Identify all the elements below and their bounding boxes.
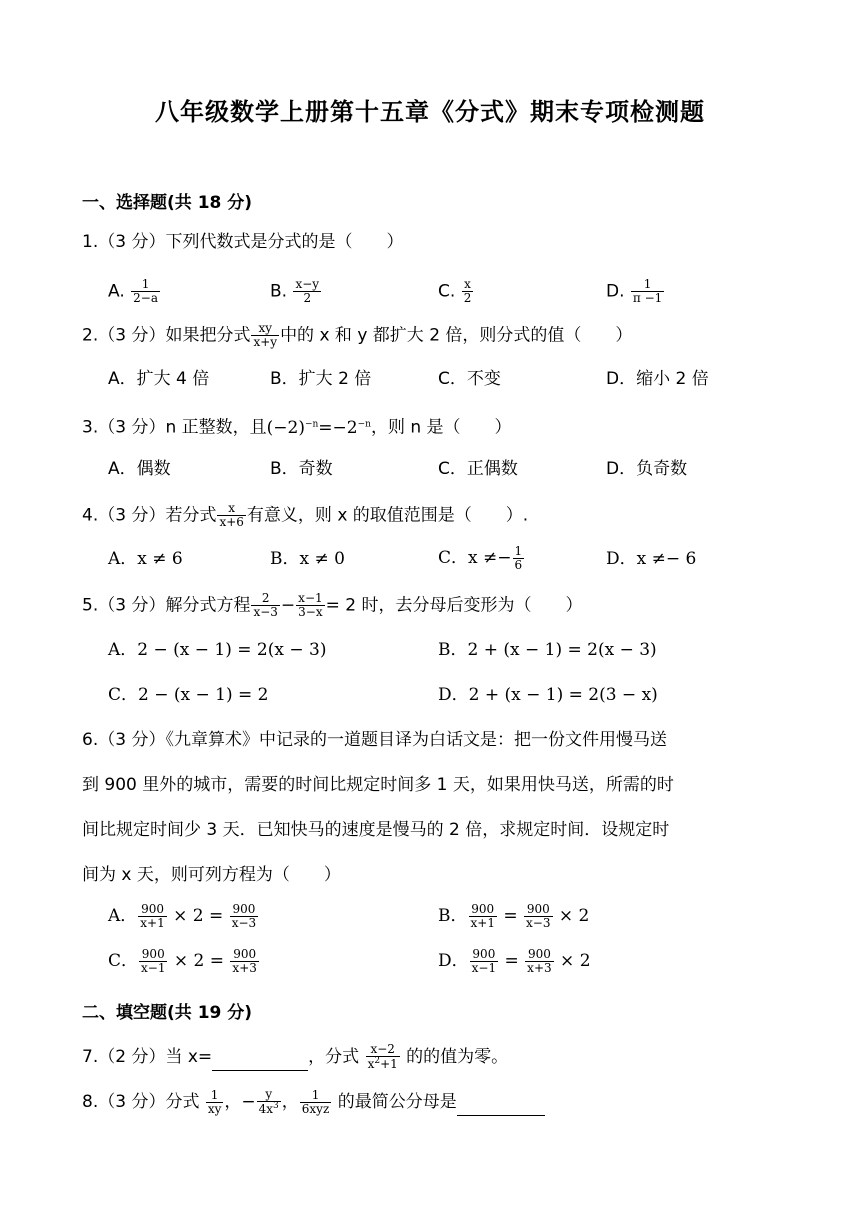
q4-option-b[interactable]: B．x ≠ 0 — [270, 549, 345, 569]
page-title: 八年级数学上册第十五章《分式》期末专项检测题 — [155, 98, 705, 126]
fraction: $\frac{900}{x+3}$ — [527, 947, 552, 976]
fraction: $\frac{1}{\text{6xyz}}$ — [301, 1087, 330, 1116]
fraction: $\frac{900}{x-1}$ — [141, 947, 166, 976]
fraction: $\frac{x}{x+6}$ — [219, 501, 244, 530]
answer-blank[interactable] — [457, 1095, 545, 1116]
question-3-stem: 3.（3 分）n 正整数，且$(-2)^{-n}=-2^{-n}$，则 n 是（ ） — [82, 417, 512, 438]
question-8: 8.（3 分）分式 $\frac{1}{xy}$ ，− $\frac{y}{4x^3}$ ， $\frac{1}{\text{6xyz}}$ 的最简公分母是 — [82, 1088, 545, 1116]
q5-option-a[interactable]: A．2 − (x − 1) = 2(x − 3) — [108, 640, 327, 660]
fraction: $\frac{900}{x-3}$ — [526, 902, 551, 931]
fraction: $\frac{1}{\pi -1}$ — [632, 277, 663, 306]
fraction: $\frac{1}{6}$ — [514, 544, 523, 573]
question-1-stem: 1.（3 分）下列代数式是分式的是（ ） — [82, 232, 404, 252]
q2-option-c[interactable]: C．不变 — [438, 369, 501, 389]
q2-option-d[interactable]: D．缩小 2 倍 — [606, 369, 709, 389]
q6-option-b[interactable]: B． $\frac{900}{x+1}$ = $\frac{900}{x-3}$ × 2 — [438, 902, 590, 931]
question-7: 7.（2 分）当 x= ，分式 $\frac{x-2}{x^2+1}$ 的的值为零。 — [82, 1042, 509, 1072]
q1-option-a[interactable]: A. $\frac{1}{2-a}$ — [108, 277, 158, 306]
fraction: $\frac{1}{2-a}$ — [133, 277, 158, 306]
fraction: $\frac{x}{2}$ — [463, 277, 472, 306]
q1-option-d[interactable]: D. $\frac{1}{\pi -1}$ — [606, 277, 663, 306]
q2-option-b[interactable]: B．扩大 2 倍 — [270, 369, 372, 389]
fraction: $\frac{2}{x-3}$ — [253, 591, 278, 620]
q1-option-c[interactable]: C. $\frac{x}{2}$ — [438, 277, 472, 306]
q4-option-a[interactable]: A．x ≠ 6 — [108, 549, 183, 569]
q3-option-c[interactable]: C．正偶数 — [438, 459, 518, 479]
q1-option-b[interactable]: B. $\frac{x-y}{2}$ — [270, 277, 320, 306]
fraction: $\frac{y}{4x^3}$ — [258, 1087, 279, 1117]
fraction: $\frac{x-1}{3-x}$ — [298, 591, 323, 620]
question-6-line-1: 6.（3 分）《九章算术》中记录的一道题目译为白话文是：把一份文件用慢马送 — [82, 730, 667, 750]
q6-option-a[interactable]: A． $\frac{900}{x+1}$ × 2 = $\frac{900}{x-3}$ — [108, 902, 257, 931]
fraction: $\frac{1}{xy}$ — [207, 1087, 222, 1116]
fraction: $\frac{900}{x+1}$ — [470, 902, 495, 931]
fraction: $\frac{x-2}{x^2+1}$ — [367, 1042, 398, 1072]
q4-option-d[interactable]: D．x ≠− 6 — [606, 549, 697, 569]
fraction: $\frac{900}{x-3}$ — [231, 902, 257, 931]
q6-option-d[interactable]: D． $\frac{900}{x-1}$ = $\frac{900}{x+3}$ × 2 — [438, 947, 591, 976]
fraction: $\frac{900}{x-1}$ — [471, 947, 497, 976]
section-heading-choice: 一、选择题(共 18 分) — [82, 193, 253, 213]
question-6-line-4: 间为 x 天，则可列方程为（ ） — [82, 865, 341, 885]
q2-option-a[interactable]: A．扩大 4 倍 — [108, 369, 210, 389]
q3-option-d[interactable]: D．负奇数 — [606, 459, 688, 479]
q5-option-c[interactable]: C．2 − (x − 1) = 2 — [108, 685, 269, 705]
q4-option-c[interactable]: C．x ≠− $\frac{1}{6}$ — [438, 544, 523, 573]
fraction: $\frac{xy}{x+y}$ — [253, 321, 278, 350]
q5-option-d[interactable]: D．2 + (x − 1) = 2(3 − x) — [438, 685, 658, 705]
question-4-stem: 4.（3 分）若分式 $\frac{x}{x+6}$ 有意义，则 x 的取值范围是（ ）. — [82, 501, 529, 530]
question-6-line-2: 到 900 里外的城市，需要的时间比规定时间多 1 天，如果用快马送，所需的时 — [82, 775, 674, 795]
question-2-stem: 2.（3 分）如果把分式 $\frac{xy}{x+y}$ 中的 x 和 y 都扩大 2 倍，则分式的值（ ） — [82, 321, 633, 350]
question-6-line-3: 间比规定时间少 3 天．已知快马的速度是慢马的 2 倍，求规定时间．设规定时 — [82, 820, 670, 840]
fraction: $\frac{x-y}{2}$ — [295, 277, 320, 306]
fraction: $\frac{900}{x+1}$ — [140, 902, 165, 931]
question-5-stem: 5.（3 分）解分式方程 $\frac{2}{x-3}$ − $\frac{x-1}{3-x}$ = 2 时，去分母后变形为（ ） — [82, 591, 583, 620]
fraction: $\frac{900}{x+3}$ — [232, 947, 257, 976]
answer-blank[interactable] — [212, 1050, 308, 1071]
q3-option-b[interactable]: B．奇数 — [270, 459, 333, 479]
q6-option-c[interactable]: C． $\frac{900}{x-1}$ × 2 = $\frac{900}{x+3}$ — [108, 947, 257, 976]
section-heading-fill: 二、填空题(共 19 分) — [82, 1003, 253, 1023]
q5-option-b[interactable]: B．2 + (x − 1) = 2(x − 3) — [438, 640, 657, 660]
q3-option-a[interactable]: A．偶数 — [108, 459, 171, 479]
